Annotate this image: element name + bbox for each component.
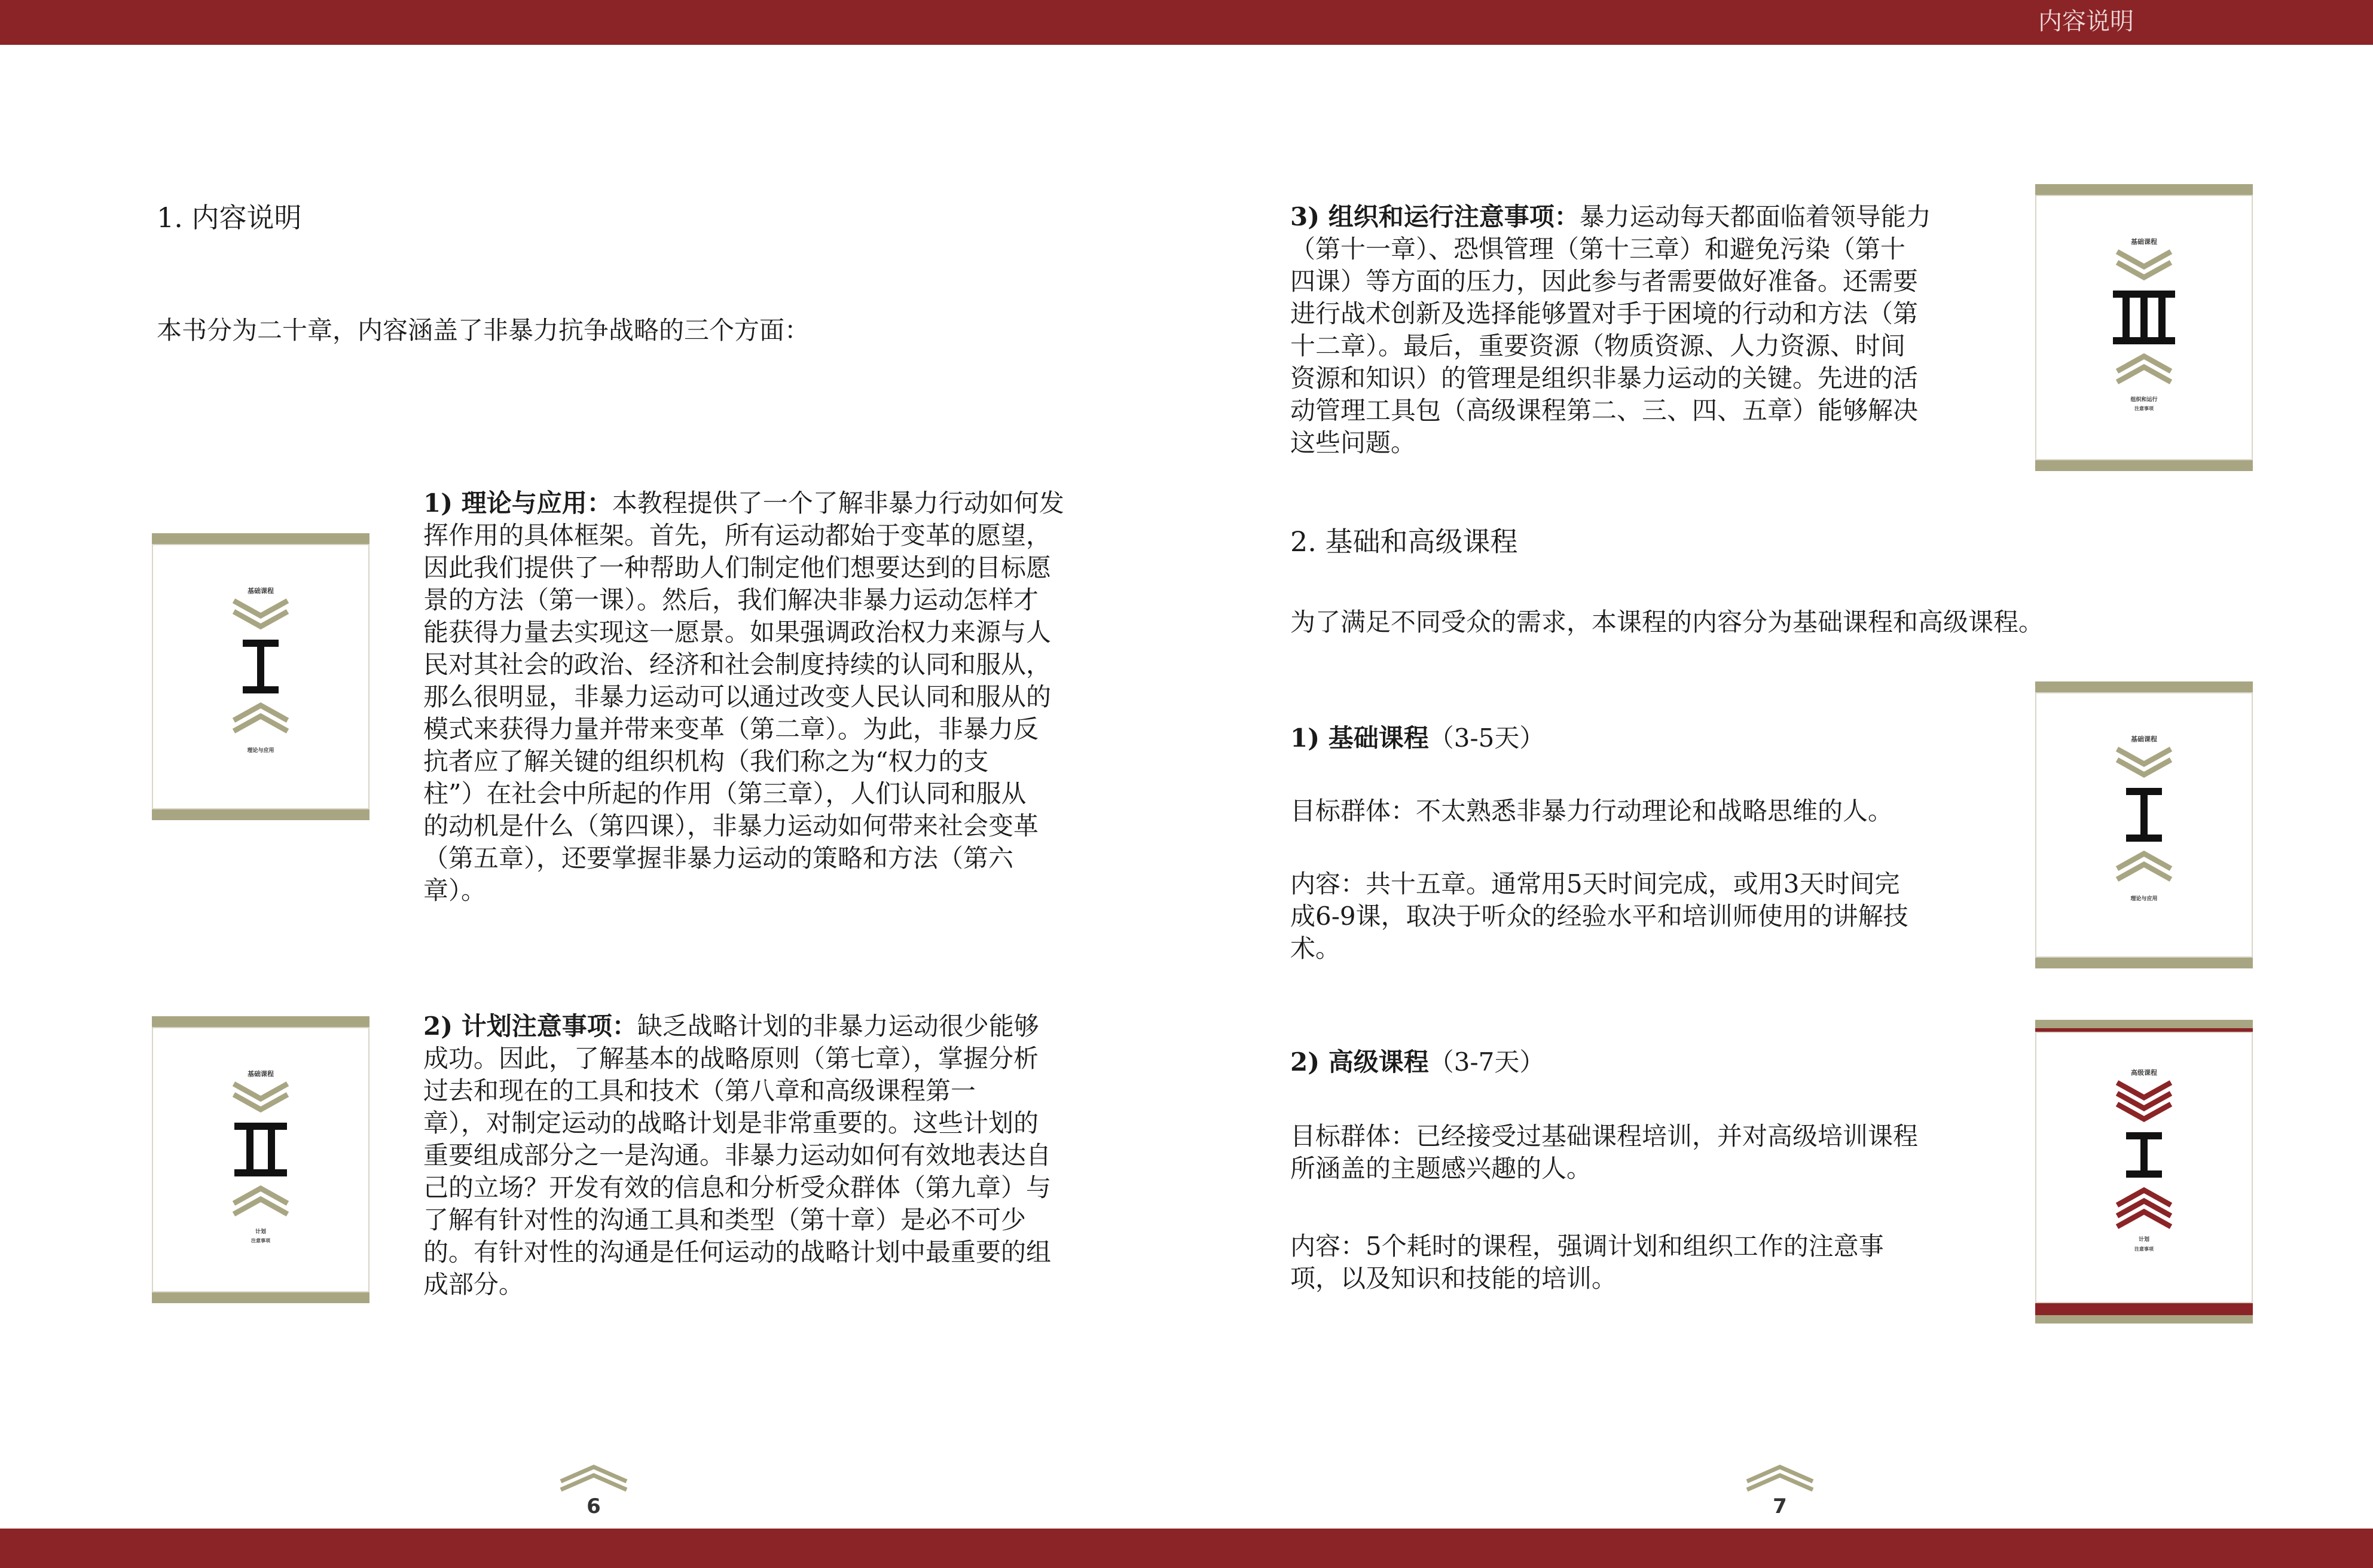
text-line: 成6-9课，取决于听众的经验水平和培训师使用的讲解技 [1290,901,1908,931]
chevron-numeral-icon [152,544,369,831]
advanced-target [1290,1120,1978,1185]
basic-content [1290,868,1978,965]
text-line: 本教程提供了一个了解非暴力行动如何发 [612,488,1064,518]
text-line: 章），对制定运动的战略计划是非常重要的。这些计划的 [423,1108,1039,1138]
item-lead: 3) 组织和运行注意事项： [1290,202,1580,231]
text-line: 所涵盖的主题感兴趣的人。 [1290,1154,1592,1183]
text-line: 十二章）。最后，重要资源（物质资源、人力资源、时间 [1290,331,1906,360]
text-line: 模式来获得力量并带来变革（第二章）。为此，非暴力反 [423,714,1039,744]
page-number-left [555,1462,633,1518]
cover-title: 基础课程 [2131,238,2157,246]
item-lead: 2) 计划注意事项： [423,1011,637,1041]
text-line: 章）。 [423,876,487,905]
text-line: 内容：共十五章。通常用5天时间完成，或用3天时间完 [1290,869,1900,898]
chevron-numeral-icon [2035,692,2253,979]
text-line: 成部分。 [423,1270,524,1299]
text-line: 术。 [1290,934,1341,963]
item-lead: 1) 理论与应用： [423,488,612,518]
text-line: （第十一章）、恐惧管理（第十三章）和避免污染（第十 [1290,234,1906,264]
book-cover-basic-3 [2035,184,2253,471]
top-banner [0,0,2373,45]
cover-title: 基础课程 [2131,735,2157,743]
text-line: 己的立场？开发有效的信息和分析受众群体（第九章）与 [423,1173,1052,1202]
text-line: 能获得力量去实现这一愿景。如果强调政治权力来源与人 [423,618,1052,647]
item-theory-application [423,487,1111,907]
text-line: 缺乏战略计划的非暴力运动很少能够 [637,1011,1039,1041]
page-number: 6 [587,1494,601,1518]
cover-subtitle: 组织和运行 [2130,397,2158,403]
text-line: 项，以及知识和技能的培训。 [1290,1264,1617,1293]
intro-paragraph: 本书分为二十章，内容涵盖了非暴力抗争战略的三个方面： [157,316,810,345]
text-line: 这些问题。 [1290,428,1416,457]
text-line: 的动机是什么（第四课），非暴力运动如何带来社会变革 [423,811,1039,840]
text-line: 的。有针对性的沟通是任何运动的战略计划中最重要的组 [423,1237,1052,1267]
advanced-course-title [1290,1046,1544,1078]
course-title-lead: 2) 高级课程 [1290,1047,1429,1077]
text-line: 那么很明显，非暴力运动可以通过改变人民认同和服从的 [423,682,1052,711]
chevron-up-icon [555,1462,633,1492]
cover-title: 基础课程 [248,587,274,595]
basic-course-title [1290,722,1544,754]
text-line: 内容：5个耗时的课程，强调计划和组织工作的注意事 [1290,1231,1884,1261]
chevron-numeral-icon [2035,1032,2253,1319]
page-number: 7 [1773,1494,1787,1518]
text-line: 景的方法（第一课）。然后，我们解决非暴力运动怎样才 [423,585,1039,615]
running-header: 内容说明 [2038,8,2134,35]
cover-subtitle: 理论与应用 [2130,896,2158,902]
book-cover-advanced-1 [2035,1028,2253,1315]
cover-subtitle: 理论与应用 [247,748,274,754]
text-line: 资源和知识）的管理是组织非暴力运动的关键。先进的活 [1290,363,1919,393]
basic-target: 目标群体：不太熟悉非暴力行动理论和战略思维的人。 [1290,796,1893,826]
text-line: 四课）等方面的压力，因此参与者需要做好准备。还需要 [1290,267,1919,296]
item-planning [423,1010,1111,1301]
cover-subtitle: 计划 [255,1229,266,1235]
book-cover-basic-2 [152,1016,369,1303]
text-line: 重要组成部分之一是沟通。非暴力运动如何有效地表达自 [423,1141,1052,1170]
bottom-banner [0,1529,2373,1568]
text-line: 了解有针对性的沟通工具和类型（第十章）是必不可少 [423,1205,1027,1234]
text-line: 目标群体：已经接受过基础课程培训，并对高级培训课程 [1290,1121,1919,1151]
cover-title: 基础课程 [248,1070,274,1078]
chevron-up-icon [1741,1462,1819,1492]
book-cover-basic-1-right [2035,681,2253,968]
text-line: 柱”）在社会中所起的作用（第三章），人们认同和服从 [423,779,1027,808]
text-line: 抗者应了解关键的组织机构（我们称之为“权力的支 [423,747,989,776]
section-heading-2: 2. 基础和高级课程 [1290,525,1518,558]
intro-paragraph-2: 为了满足不同受众的需求，本课程的内容分为基础课程和高级课程。 [1290,607,2044,637]
text-line: 过去和现在的工具和技术（第八章和高级课程第一 [423,1076,976,1105]
item-organization [1290,201,1978,459]
chevron-numeral-icon [152,1027,369,1314]
text-line: 进行战术创新及选择能够置对手于困境的行动和方法（第 [1290,299,1919,328]
text-line: （第五章），还要掌握非暴力运动的策略和方法（第六 [423,843,1014,873]
text-line: 挥作用的具体框架。首先，所有运动都始于变革的愿望， [423,521,1052,550]
book-cover-basic-1 [152,533,369,820]
text-line: 暴力运动每天都面临着领导能力 [1579,202,1931,231]
cover-subtitle-2: 注意事项 [2134,1246,2154,1252]
cover-subtitle-2: 注意事项 [2134,406,2154,411]
cover-title: 高级课程 [2131,1069,2157,1077]
course-days: （3-5天） [1428,723,1545,753]
text-line: 因此我们提供了一种帮助人们制定他们想要达到的目标愿 [423,553,1052,582]
chevron-numeral-icon [2035,195,2253,482]
cover-subtitle: 计划 [2138,1237,2149,1243]
text-line: 动管理工具包（高级课程第二、三、四、五章）能够解决 [1290,396,1919,425]
text-line: 民对其社会的政治、经济和社会制度持续的认同和服从， [423,650,1052,679]
course-title-lead: 1) 基础课程 [1290,723,1429,753]
cover-subtitle-2: 注意事项 [251,1238,270,1243]
page-number-right [1741,1462,1819,1518]
course-days: （3-7天） [1428,1047,1545,1077]
section-heading-1: 1. 内容说明 [157,201,302,234]
text-line: 成功。因此，了解基本的战略原则（第七章），掌握分析 [423,1044,1039,1073]
advanced-content [1290,1230,1978,1295]
